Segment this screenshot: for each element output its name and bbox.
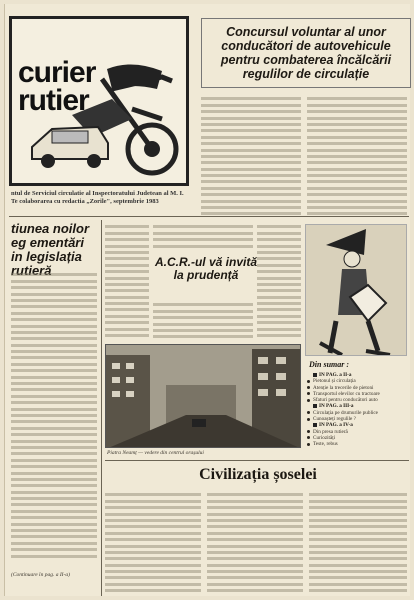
- vertical-rule-left: [101, 220, 102, 596]
- bottom-article-title: Civilizația șoselei: [199, 466, 317, 483]
- summary-box: [305, 360, 407, 456]
- article-body-bottom-3: [309, 490, 407, 594]
- summary-item: Teste, rebus: [305, 441, 407, 447]
- horizontal-rule-top: [9, 216, 409, 217]
- summary-title: Din sumar :: [309, 360, 350, 369]
- summary-item: Atenție la trecerile de pietoni: [305, 385, 407, 391]
- credit-line: ntul de Serviciul circulatie al Inspectoratului Judetean al M. I. Te colaborarea cu redactia „Zorile", septembrie 1983: [11, 190, 184, 205]
- summary-item: Sfaturi pentru conducători auto: [305, 397, 407, 403]
- masthead-title-line1: curier: [18, 56, 96, 89]
- article-body-mid-1: [105, 222, 149, 340]
- top-headline: Concursul voluntar al unor conducători de autovehicule pentru combaterea încălcării regulilor de circulație: [201, 18, 411, 88]
- article-body-mid-4: [257, 222, 301, 340]
- summary-item: IN PAG. a II-a: [305, 372, 407, 378]
- summary-item: Curiozități: [305, 435, 407, 441]
- summary-item: Din presa rutieră: [305, 429, 407, 435]
- article-body-right-top-2: [307, 94, 407, 218]
- summary-item: IN PAG. a III-a: [305, 403, 407, 409]
- left-section-title: tiunea noilor eg ementări in legislația rutieră: [11, 221, 89, 278]
- street-photo: [105, 344, 301, 448]
- article-body-bottom-1: [105, 490, 201, 594]
- article-body-left: [11, 270, 97, 568]
- traffic-cartoon: [305, 224, 407, 356]
- summary-item: Cunoașteți regulile ?: [305, 416, 407, 422]
- summary-item: Circulația pe drumurile publice: [305, 410, 407, 416]
- photo-caption: Piatra Neamț — vedere din centrul orașului: [107, 450, 204, 456]
- horizontal-rule-bottom: [105, 460, 409, 461]
- summary-item: Pietonul și circulația: [305, 378, 407, 384]
- article-body-bottom-2: [207, 490, 303, 594]
- continued-note: (Continuare în pag. a II-a): [11, 572, 70, 578]
- summary-item: Transportul elevilor cu tractoare: [305, 391, 407, 397]
- masthead-title: [18, 56, 96, 117]
- newspaper-page: [4, 4, 410, 596]
- article-body-right-top: [201, 94, 301, 218]
- masthead: [9, 16, 189, 186]
- masthead-title-line2: rutier: [18, 84, 89, 117]
- acr-title: A.C.R.-ul vă invită la prudență: [154, 255, 258, 282]
- article-body-mid-2: [153, 222, 253, 252]
- summary-list: [305, 372, 407, 448]
- summary-item: IN PAG. a IV-a: [305, 422, 407, 428]
- article-body-mid-3: [153, 300, 253, 340]
